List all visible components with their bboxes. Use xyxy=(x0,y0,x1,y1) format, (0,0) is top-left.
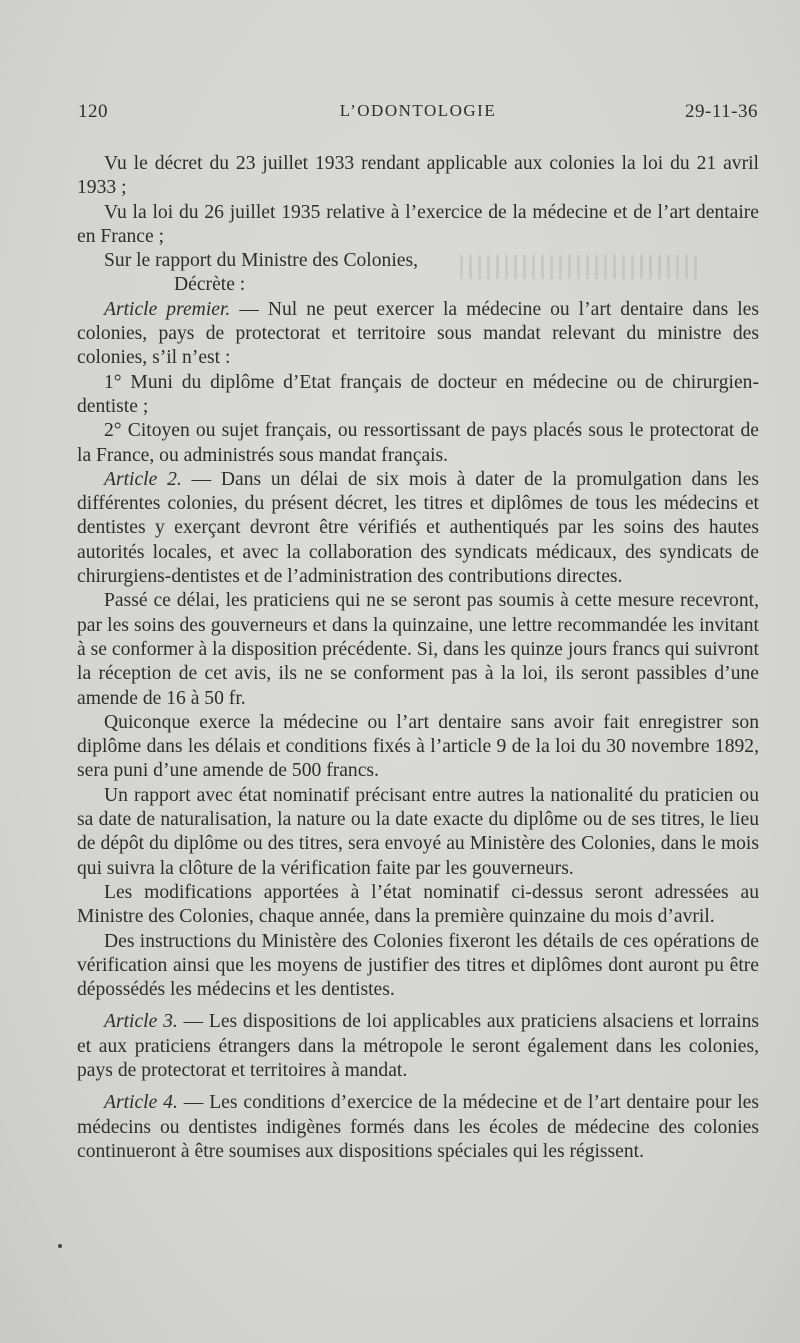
paragraph-instructions: Des instructions du Ministère des Colonies fixeront les détails de ces opérations de vérification ainsi que les moyens de justifier des titres et diplômes dont auront pu être dépossédés les médecins et les dentistes. xyxy=(77,930,759,1001)
paragraph-passe-delai: Passé ce délai, les praticiens qui ne se seront pas soumis à cette mesure recevront, par les soins des gouverneurs et dans la quinzaine, une lettre recommandée les invitant à se conformer à la disposition précédente. Si, dans les quinze jours francs qui suivront la réception de cet avis, ils ne se conforment pas à la loi, ils seront passibles d’une amende de 16 à 50 fr. xyxy=(77,590,759,709)
page-number: 120 xyxy=(78,101,108,122)
paragraph-vu-decret: Vu le décret du 23 juillet 1933 rendant applicable aux colonies la loi du 21 avril 1933 ; xyxy=(77,153,759,199)
ink-dot xyxy=(58,1244,62,1248)
paragraph-decrete: Décrète : xyxy=(174,274,246,296)
article-label: Article 3. xyxy=(104,1011,178,1033)
paragraph-vu-loi: Vu la loi du 26 juillet 1935 relative à l’exercice de la médecine et de l’art dentaire en France ; xyxy=(77,201,759,247)
paragraph-article-2: Article 2. — Dans un délai de six mois à dater de la promulgation dans les différentes colonies, du présent décret, les titres et diplômes de tous les médecins et dentistes y exerçant devront être vérifiés et authentiqués par les soins des hautes autorités locales, et avec la collaboration des syndicats médicaux, des syndicats de chirurgiens-dentistes et de l’administration des contributions directes. xyxy=(77,468,759,588)
issue-date: 29-11-36 xyxy=(685,101,758,122)
article-label: Article 2. xyxy=(104,468,182,490)
paragraph-rapport-etat: Un rapport avec état nominatif précisant entre autres la nationalité du praticien ou sa date de naturalisation, la nature ou la date exacte du diplôme ou de ses titres, le lieu de dépôt du diplôme ou des titres, sera envoyé au Ministère des Colonies, dans le mois qui suivra la clôture de la vérification faite par les gouverneurs. xyxy=(77,784,759,879)
paragraph-condition-2: 2° Citoyen ou sujet français, ou ressortissant de pays placés sous le protectorat de la France, ou administrés sous mandat français. xyxy=(77,420,759,466)
running-header xyxy=(78,101,758,129)
paragraph-quiconque: Quiconque exerce la médecine ou l’art dentaire sans avoir fait enregistrer son diplôme dans les délais et conditions fixés à l’article 9 de la loi du 30 novembre 1892, sera puni d’une amende de 500 francs. xyxy=(77,711,759,782)
paragraph-article-4: Article 4. — Les conditions d’exercice de la médecine et de l’art dentaire pour les médecins ou dentistes indigènes formés dans les écoles de médecine des colonies continueront à être soumises aux dispositions spéciales qui les régissent. xyxy=(77,1092,759,1162)
article-label: Article 4. xyxy=(104,1092,178,1114)
paragraph-modifications: Les modifications apportées à l’état nominatif ci-dessus seront adressées au Ministre des Colonies, chaque année, dans la première quinzaine du mois d’avril. xyxy=(77,881,759,928)
paragraph-article-3: Article 3. — Les dispositions de loi applicables aux praticiens alsaciens et lorrains et aux praticiens étrangers dans la métropole le seront également dans les colonies, pays de protectorat et territoires à mandat. xyxy=(77,1011,759,1081)
decree-text xyxy=(77,152,759,1164)
paragraph-article-premier: Article premier. — Nul ne peut exercer la médecine ou l’art dentaire dans les colonies, pays de protectorat et territoire sous mandat relevant du ministre des colonies, s’il n’est : xyxy=(77,298,760,369)
journal-title: L’ODONTOLOGIE xyxy=(339,101,497,120)
article-label: Article premier. xyxy=(104,298,231,320)
paragraph-rapport: Sur le rapport du Ministre des Colonies, xyxy=(104,250,419,272)
paragraph-condition-1: 1° Muni du diplôme d’Etat français de docteur en médecine ou de chirurgien-dentiste ; xyxy=(77,371,759,417)
